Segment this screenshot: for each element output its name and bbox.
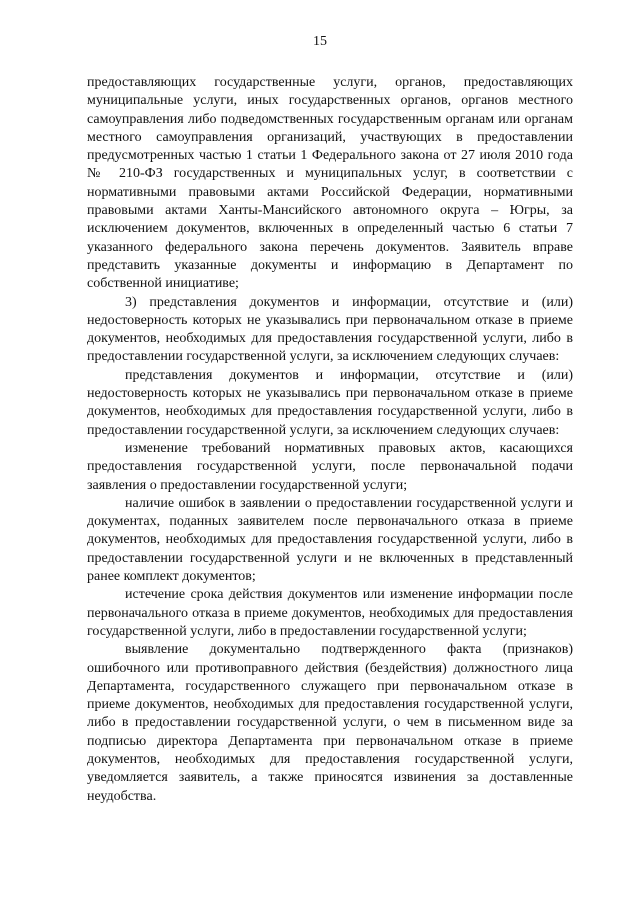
paragraph-item-3: 3) представления документов и информации, отсутствие и (или) недостоверность которых не указывались при первоначальном отказе в приеме документов, необходимых для предоставления государственной услуги, либо в предоставлении государственной услуги, за исключением следующих случаев:: [87, 294, 573, 365]
paragraph-repeat: представления документов и информации, отсутствие и (или) недостоверность которых не указывались при первоначальном отказе в приеме документов, необходимых для предоставления государственной услуги, либо в предоставлении государственной услуги, за исключением следующих случаев:: [87, 367, 573, 438]
paragraph-case-2: наличие ошибок в заявлении о предоставлении государственной услуги и документах, поданных заявителем после первоначального отказа в приеме документов, необходимых для предоставления государственной услуги, либо в предоставлении государственной услуги и не включенных в представленный ранее комплект документов;: [87, 495, 573, 585]
paragraph-case-3: истечение срока действия документов или изменение информации после первоначального отказа в приеме документов, необходимых для предоставления государственной услуги, либо в предоставлении государственной услуги;: [87, 587, 573, 639]
page-number: 15: [313, 34, 327, 49]
paragraph-case-4: выявление документально подтвержденного факта (признаков) ошибочного или противоправного действия (бездействия) должностного лица Департамента, государственного служащего при первоначальном отказе в приеме документов, необходимых для предоставления государственной услуги, либо в предоставлении государственной услуги, о чем в письменном виде за подписью директора Департамента при первоначальном отказе в приеме документов, необходимых для предоставления государственной услуги, уведомляется заявитель, а также приносятся извинения за доставленные неудобства.: [87, 642, 573, 804]
paragraph-case-1: изменение требований нормативных правовых актов, касающихся предоставления государственной услуги, после первоначальной подачи заявления о предоставлении государственной услуги;: [87, 440, 573, 493]
paragraph-continuation: предоставляющих государственные услуги, органов, предоставляющих муниципальные услуги, иных государственных органов, органов местного самоуправления либо подведомственных государственным органам или органам местного самоуправления организаций, участвующих в предоставлении предусмотренных частью 1 статьи 1 Федерального закона от 27 июля 2010 года № 210-ФЗ государственных и муниципальных услуг, в соответствии с нормативными правовыми актами Российской Федерации, нормативными правовыми актами Ханты-Мансийского автономного округа – Югры, за исключением документов, включенных в определенный частью 6 статьи 7 указанного федерального закона перечень документов. Заявитель вправе представить указанные документы и информацию в Департамент по собственной инициативе;: [87, 75, 573, 292]
document-body: [87, 74, 573, 806]
